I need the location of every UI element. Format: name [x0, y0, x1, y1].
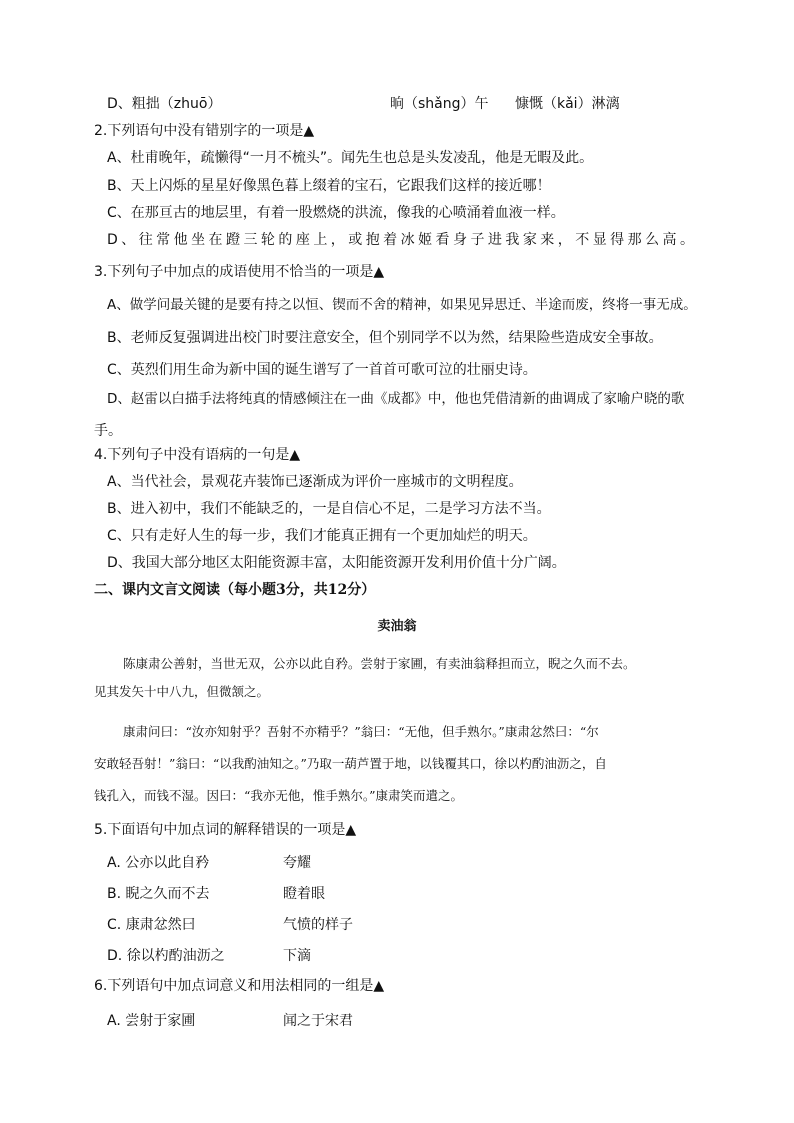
q1-option-d-label: D、: [107, 96, 132, 112]
passage-title: 卖油翁: [377, 619, 417, 634]
q4-option-c: C、只有走好人生的每一步，我们才能真正拥有一个更加灿烂的明天。: [107, 528, 537, 544]
q6-option-a-text: 尝射于家圃: [125, 1013, 196, 1029]
q5-option-b: [107, 884, 325, 904]
passage-para1-line1: 陈康肃公善射，当世无双，公亦以此自矜。尝射于家圃，有卖油翁释担而立，睨之久而不去。: [123, 656, 636, 671]
section-2-heading: 二、课内文言文阅读（每小题3分，共12分）: [94, 582, 376, 598]
q5-option-a-label: A.: [107, 855, 121, 871]
q4-option-d: D、我国大部分地区太阳能资源丰富，太阳能资源开发利用价值十分广阔。: [107, 555, 566, 571]
q5-option-d-def: 下滴: [283, 948, 311, 964]
q3-option-b: B、老师反复强调进出校门时要注意安全，但个别同学不以为然，结果险些造成安全事故。: [107, 330, 663, 346]
q3-option-a: A、做学问最关键的是要有持之以恒、锲而不舍的精神，如果见异思迁、半途而废，终将一事无成。: [107, 297, 697, 313]
q2-option-d: D、往常他坐在蹬三轮的座上，或抱着冰姬看身子进我家来，不显得那么高。: [107, 232, 694, 248]
q2-stem: 2.下列语句中没有错别字的一项是▲: [94, 123, 315, 139]
q1-option-d-word-2: 晌（shǎng）午: [390, 96, 489, 112]
q1-option-d-word-3: 慷慨（kǎi）淋漓: [515, 96, 620, 112]
q1-option-d: [107, 94, 620, 114]
q5-stem: 5.下面语句中加点词的解释错误的一项是▲: [94, 822, 357, 838]
q6-option-a-def: 闻之于宋君: [283, 1013, 353, 1029]
q4-option-b: B、进入初中，我们不能缺乏的，一是自信心不足，二是学习方法不当。: [107, 501, 551, 517]
q5-option-d-label: D.: [107, 948, 123, 964]
q2-option-a: A、杜甫晚年，疏懒得“一月不梳头”。闻先生也总是头发凌乱，他是无暇及此。: [107, 150, 594, 166]
q5-option-d-text: 徐以杓酌油沥之: [126, 948, 225, 964]
q3-option-c: C、英烈们用生命为新中国的诞生谱写了一首首可歌可泣的壮丽史诗。: [107, 362, 537, 378]
passage-para2-line2: 安敢轻吾射！”翁曰：“以我酌油知之。”乃取一葫芦置于地，以钱覆其口，徐以杓酌油沥之，自: [94, 756, 607, 771]
q5-option-b-text: 睨之久而不去: [125, 886, 210, 902]
q6-option-a-label: A.: [107, 1013, 121, 1029]
passage-para2-line1: 康肃问曰：“汝亦知射乎？吾射不亦精乎？”翁曰：“无他，但手熟尔。”康肃忿然曰：“尔: [123, 724, 599, 739]
passage-para2-line3: 钱孔入，而钱不湿。因曰：“我亦无他，惟手熟尔。”康肃笑而遣之。: [94, 788, 464, 803]
q5-option-a-text: 公亦以此自矜: [125, 855, 210, 871]
q5-option-a-def: 夸耀: [283, 855, 311, 871]
q5-option-c-def: 气愤的样子: [283, 917, 353, 933]
q5-option-a: [107, 853, 311, 873]
q5-option-c-label: C.: [107, 917, 122, 933]
q3-stem: 3.下列句子中加点的成语使用不恰当的一项是▲: [94, 264, 385, 280]
passage-para1-line2: 见其发矢十中八九，但微颔之。: [94, 684, 270, 699]
q5-option-c: [107, 915, 353, 935]
q5-option-c-text: 康肃忿然曰: [125, 917, 196, 933]
q6-option-a: [107, 1011, 353, 1031]
q2-option-c: C、在那亘古的地层里，有着一股燃烧的洪流，像我的心喷涌着血液一样。: [107, 205, 565, 221]
q5-option-b-label: B.: [107, 886, 122, 902]
q3-option-d-cont: 手。: [94, 423, 122, 439]
q5-option-b-def: 瞪着眼: [283, 886, 325, 902]
q6-stem: 6.下列语句中加点词意义和用法相同的一组是▲: [94, 978, 385, 994]
q5-option-d: [107, 946, 311, 966]
q2-option-b: B、天上闪烁的星星好像黑色暮上缀着的宝石，它跟我们这样的接近哪！: [107, 178, 551, 194]
q4-option-a: A、当代社会，景观花卉装饰已逐渐成为评价一座城市的文明程度。: [107, 474, 523, 490]
q1-option-d-word-1: 粗拙（zhuō）: [131, 96, 222, 112]
q3-option-d: D、赵雷以白描手法将纯真的情感倾注在一曲《成都》中，他也凭借清新的曲调成了家喻户晓的歌: [107, 391, 685, 407]
q4-stem: 4.下列句子中没有语病的一句是▲: [94, 447, 301, 463]
